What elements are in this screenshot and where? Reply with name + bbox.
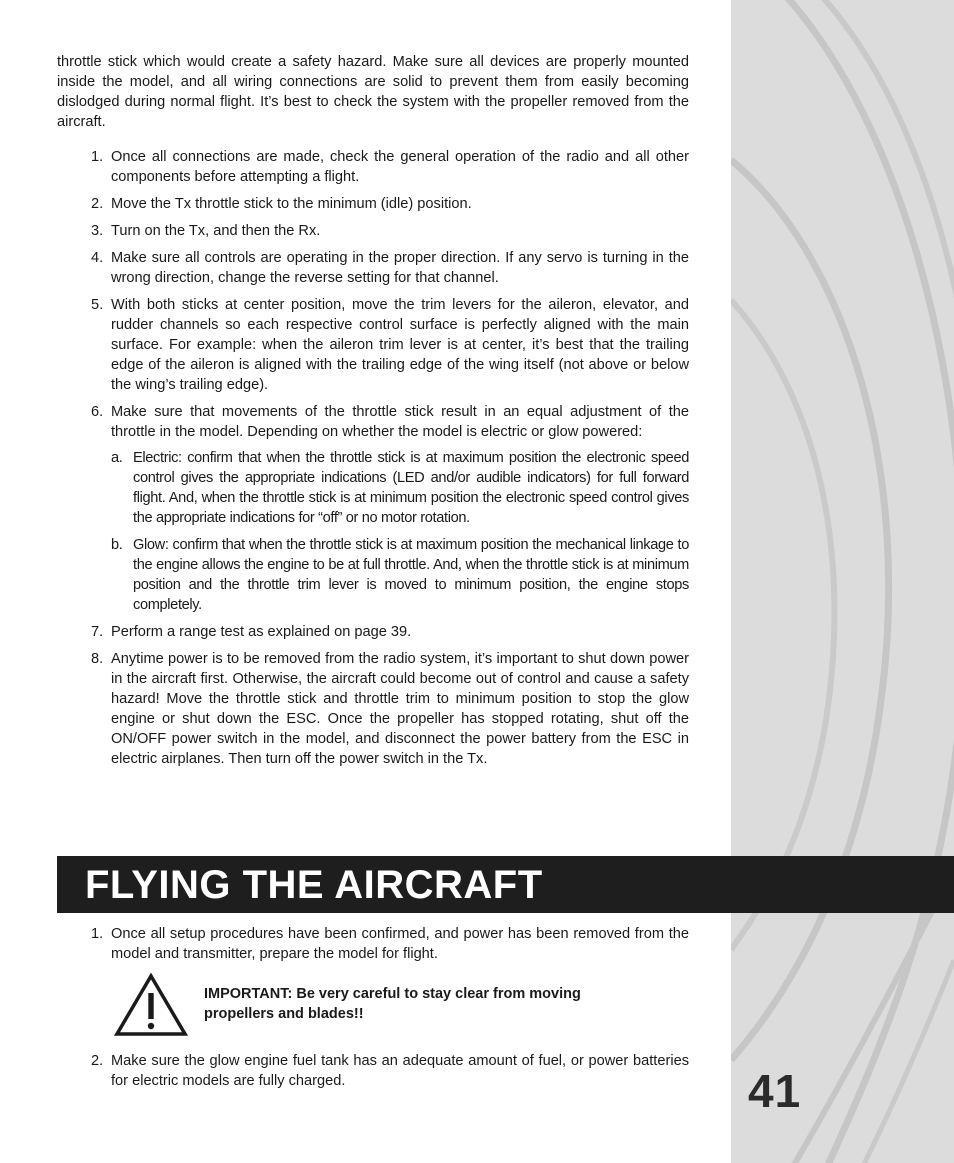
warning-text: IMPORTANT: Be very careful to stay clear from moving propellers and blades!! xyxy=(204,986,581,1022)
step-text: Turn on the Tx, and then the Rx. xyxy=(111,223,321,239)
list-item xyxy=(57,924,689,964)
step-number: 6. xyxy=(91,404,104,420)
flying-steps-continued xyxy=(57,1051,689,1091)
checklist-steps xyxy=(57,147,689,769)
step-text: Make sure the glow engine fuel tank has an adequate amount of fuel, or power batteries for electric models are fully charged. xyxy=(111,1053,689,1089)
substep-text: Electric: confirm that when the throttle stick is at maximum position the electronic speed control gives the appropriate indications (LED and/or audible indicators) for full forward flight. And, when the throttle stick is at minimum position the electronic speed control gives the appropriate indications for “off” or no motor rotation. xyxy=(133,450,689,526)
step-number: 8. xyxy=(91,651,104,667)
step-text: Perform a range test as explained on page 39. xyxy=(111,624,412,640)
flying-section xyxy=(57,924,689,1098)
page-number: 41 xyxy=(748,1065,802,1117)
flying-steps xyxy=(57,924,689,964)
list-item xyxy=(57,221,689,241)
sub-steps xyxy=(111,448,689,615)
warning-callout xyxy=(57,971,689,1043)
step-number: 5. xyxy=(91,297,104,313)
list-item xyxy=(111,535,689,615)
intro-paragraph: throttle stick which would create a safety hazard. Make sure all devices are properly mounted inside the model, and all wiring connections are solid to prevent them from easily becoming dislodged during normal flight. It’s best to check the system with the propeller removed from the aircraft. xyxy=(57,54,689,130)
step-number: 7. xyxy=(91,624,104,640)
list-item xyxy=(57,402,689,615)
section-banner xyxy=(57,856,954,913)
substep-letter: b. xyxy=(111,537,123,553)
step-number: 2. xyxy=(91,196,104,212)
step-number: 2. xyxy=(91,1053,104,1069)
section-title: FLYING THE AIRCRAFT xyxy=(85,863,543,907)
substep-text: Glow: confirm that when the throttle stick is at maximum position the mechanical linkage to the engine allows the engine to be at full throttle. And, when the throttle stick is at minimum position and the throttle trim lever is moved to minimum position, the engine stops completely. xyxy=(133,537,689,613)
step-number: 3. xyxy=(91,223,104,239)
step-number: 1. xyxy=(91,149,104,165)
list-item xyxy=(57,622,689,642)
decorative-arcs xyxy=(731,0,954,1163)
main-content xyxy=(57,52,689,776)
list-item xyxy=(57,248,689,288)
step-text: Once all connections are made, check the general operation of the radio and all other components before attempting a flight. xyxy=(111,149,689,185)
list-item xyxy=(57,194,689,214)
step-number: 4. xyxy=(91,250,104,266)
step-text: Move the Tx throttle stick to the minimum (idle) position. xyxy=(111,196,472,212)
list-item xyxy=(57,147,689,187)
warning-triangle-icon xyxy=(114,973,188,1037)
list-item xyxy=(57,1051,689,1091)
step-text: Make sure all controls are operating in the proper direction. If any servo is turning in the wrong direction, change the reverse setting for that channel. xyxy=(111,250,689,286)
step-text: Anytime power is to be removed from the radio system, it’s important to shut down power in the aircraft first. Otherwise, the aircraft could become out of control and cause a safety hazard! Move the throttle stick and throttle trim to minimum position to stop the glow engine or shut down the ESC. Once the propeller has stopped rotating, shut off the ON/OFF power switch in the model, and disconnect the power battery from the ESC in electric airplanes. Then turn off the power switch in the Tx. xyxy=(111,651,689,767)
list-item xyxy=(57,649,689,769)
list-item xyxy=(111,448,689,528)
decorative-sidebar xyxy=(731,0,954,1163)
substep-letter: a. xyxy=(111,450,123,466)
list-item xyxy=(57,295,689,395)
step-text: Make sure that movements of the throttle stick result in an equal adjustment of the throttle in the model. Depending on whether the model is electric or glow powered: xyxy=(111,404,689,440)
step-number: 1. xyxy=(91,926,104,942)
step-text: Once all setup procedures have been confirmed, and power has been removed from the model and transmitter, prepare the model for flight. xyxy=(111,926,689,962)
step-text: With both sticks at center position, move the trim levers for the aileron, elevator, and rudder channels so each respective control surface is perfectly aligned with the main surface. For example: when the aileron trim lever is at center, it’s best that the trailing edge of the aileron is aligned with the trailing edge of the wing itself (not above or below the wing’s trailing edge). xyxy=(111,297,689,393)
